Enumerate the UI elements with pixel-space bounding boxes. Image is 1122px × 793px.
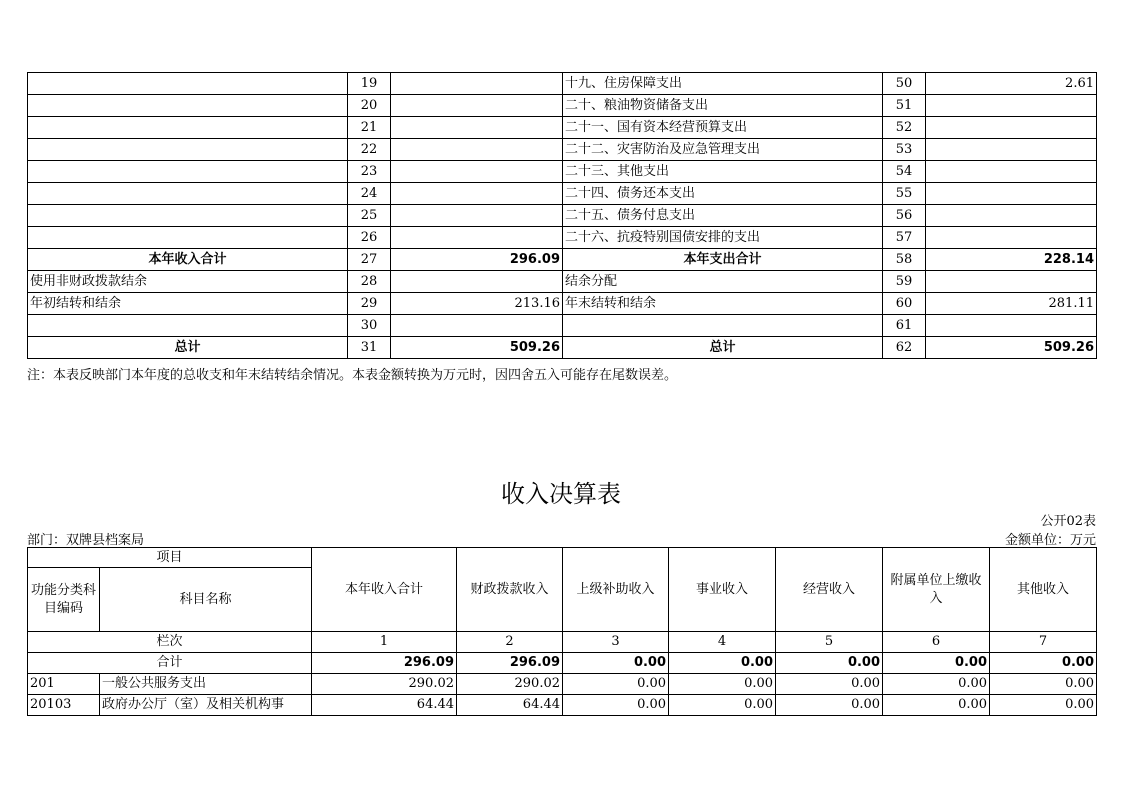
right-no-cell: 57 xyxy=(883,227,926,249)
income-table xyxy=(27,547,1097,716)
left-no-cell: 21 xyxy=(348,117,391,139)
page-title: 收入决算表 xyxy=(501,480,621,508)
right-val-cell: 281.11 xyxy=(926,293,1097,315)
table-row xyxy=(28,227,1097,249)
left-no-cell: 27 xyxy=(348,249,391,271)
row-value: 290.02 xyxy=(457,674,563,695)
total-value: 0.00 xyxy=(990,653,1097,674)
total-value: 296.09 xyxy=(457,653,563,674)
total-label: 合计 xyxy=(28,653,312,674)
left-val-cell xyxy=(391,161,563,183)
right-val-cell xyxy=(926,205,1097,227)
table-row xyxy=(28,95,1097,117)
table-row xyxy=(28,695,1097,716)
row-value: 0.00 xyxy=(883,695,990,716)
col-index: 6 xyxy=(883,632,990,653)
col-index: 5 xyxy=(776,632,883,653)
header-code: 功能分类科目编码 xyxy=(28,568,100,632)
col-index: 2 xyxy=(457,632,563,653)
header-item: 项目 xyxy=(28,548,312,568)
row-value: 0.00 xyxy=(776,674,883,695)
right-no-cell: 56 xyxy=(883,205,926,227)
left-label-cell: 使用非财政拨款结余 xyxy=(28,271,348,293)
header-col-4: 事业收入 xyxy=(669,548,776,632)
table-row xyxy=(28,315,1097,337)
right-val-cell xyxy=(926,227,1097,249)
right-val-cell xyxy=(926,161,1097,183)
row-value: 0.00 xyxy=(563,695,669,716)
summary-table xyxy=(27,72,1097,359)
right-no-cell: 50 xyxy=(883,73,926,95)
left-no-cell: 22 xyxy=(348,139,391,161)
right-label-cell: 总计 xyxy=(563,337,883,359)
left-val-cell: 296.09 xyxy=(391,249,563,271)
table-note: 注：本表反映部门本年度的总收支和年末结转结余情况。本表金额转换为万元时，因四舍五入可能存在尾数误差。 xyxy=(27,368,678,383)
right-val-cell: 228.14 xyxy=(926,249,1097,271)
right-label-cell: 二十二、灾害防治及应急管理支出 xyxy=(563,139,883,161)
table-row xyxy=(28,117,1097,139)
header-name: 科目名称 xyxy=(100,568,312,632)
left-label-cell xyxy=(28,183,348,205)
table-row xyxy=(28,139,1097,161)
right-val-cell: 2.61 xyxy=(926,73,1097,95)
table-row xyxy=(28,271,1097,293)
right-no-cell: 51 xyxy=(883,95,926,117)
header-col-2: 财政拨款收入 xyxy=(457,548,563,632)
table-row xyxy=(28,249,1097,271)
right-no-cell: 54 xyxy=(883,161,926,183)
table-row xyxy=(28,337,1097,359)
left-val-cell xyxy=(391,73,563,95)
row-value: 0.00 xyxy=(776,695,883,716)
left-label-cell xyxy=(28,117,348,139)
right-label-cell: 年末结转和结余 xyxy=(563,293,883,315)
left-no-cell: 20 xyxy=(348,95,391,117)
right-label-cell: 本年支出合计 xyxy=(563,249,883,271)
left-val-cell xyxy=(391,183,563,205)
table-row xyxy=(28,183,1097,205)
row-value: 64.44 xyxy=(457,695,563,716)
right-label-cell: 二十六、抗疫特别国债安排的支出 xyxy=(563,227,883,249)
right-label-cell: 二十一、国有资本经营预算支出 xyxy=(563,117,883,139)
total-row xyxy=(28,653,1097,674)
form-number: 公开02表 xyxy=(1040,514,1096,529)
right-no-cell: 59 xyxy=(883,271,926,293)
unit-label: 金额单位：万元 xyxy=(1004,533,1096,548)
row-value: 64.44 xyxy=(312,695,457,716)
row-value: 0.00 xyxy=(883,674,990,695)
total-value: 296.09 xyxy=(312,653,457,674)
left-no-cell: 29 xyxy=(348,293,391,315)
table-row xyxy=(28,73,1097,95)
left-label-cell xyxy=(28,227,348,249)
row-value: 0.00 xyxy=(669,674,776,695)
header-col-3: 上级补助收入 xyxy=(563,548,669,632)
left-label-cell: 总计 xyxy=(28,337,348,359)
right-no-cell: 52 xyxy=(883,117,926,139)
row-value: 290.02 xyxy=(312,674,457,695)
total-value: 0.00 xyxy=(669,653,776,674)
row-name: 一般公共服务支出 xyxy=(100,674,312,695)
column-index-row xyxy=(28,632,1097,653)
table-row xyxy=(28,674,1097,695)
left-val-cell: 213.16 xyxy=(391,293,563,315)
left-label-cell: 本年收入合计 xyxy=(28,249,348,271)
left-no-cell: 24 xyxy=(348,183,391,205)
right-val-cell xyxy=(926,139,1097,161)
header-col-6: 附属单位上缴收入 xyxy=(883,548,990,632)
right-val-cell xyxy=(926,271,1097,293)
left-label-cell xyxy=(28,315,348,337)
right-no-cell: 53 xyxy=(883,139,926,161)
col-index: 7 xyxy=(990,632,1097,653)
table-row xyxy=(28,161,1097,183)
row-value: 0.00 xyxy=(563,674,669,695)
left-val-cell xyxy=(391,139,563,161)
row-value: 0.00 xyxy=(990,695,1097,716)
table-row xyxy=(28,293,1097,315)
row-value: 0.00 xyxy=(990,674,1097,695)
left-no-cell: 19 xyxy=(348,73,391,95)
right-no-cell: 58 xyxy=(883,249,926,271)
right-val-cell xyxy=(926,183,1097,205)
right-label-cell: 二十四、债务还本支出 xyxy=(563,183,883,205)
left-no-cell: 23 xyxy=(348,161,391,183)
left-no-cell: 28 xyxy=(348,271,391,293)
right-label-cell: 结余分配 xyxy=(563,271,883,293)
right-no-cell: 61 xyxy=(883,315,926,337)
right-label-cell: 二十、粮油物资储备支出 xyxy=(563,95,883,117)
right-no-cell: 55 xyxy=(883,183,926,205)
col-index: 4 xyxy=(669,632,776,653)
total-value: 0.00 xyxy=(776,653,883,674)
header-col-7: 其他收入 xyxy=(990,548,1097,632)
header-col-1: 本年收入合计 xyxy=(312,548,457,632)
right-no-cell: 60 xyxy=(883,293,926,315)
row-code: 20103 xyxy=(28,695,100,716)
left-val-cell xyxy=(391,205,563,227)
right-label-cell xyxy=(563,315,883,337)
left-val-cell xyxy=(391,117,563,139)
col-index-label: 栏次 xyxy=(28,632,312,653)
left-label-cell xyxy=(28,139,348,161)
total-value: 0.00 xyxy=(883,653,990,674)
left-label-cell: 年初结转和结余 xyxy=(28,293,348,315)
table-row xyxy=(28,205,1097,227)
left-no-cell: 25 xyxy=(348,205,391,227)
left-no-cell: 31 xyxy=(348,337,391,359)
left-val-cell xyxy=(391,315,563,337)
left-val-cell xyxy=(391,95,563,117)
left-val-cell xyxy=(391,227,563,249)
left-label-cell xyxy=(28,205,348,227)
left-label-cell xyxy=(28,73,348,95)
left-no-cell: 26 xyxy=(348,227,391,249)
right-no-cell: 62 xyxy=(883,337,926,359)
right-val-cell xyxy=(926,117,1097,139)
left-label-cell xyxy=(28,161,348,183)
left-val-cell xyxy=(391,271,563,293)
row-value: 0.00 xyxy=(669,695,776,716)
right-label-cell: 十九、住房保障支出 xyxy=(563,73,883,95)
col-index: 1 xyxy=(312,632,457,653)
header-col-5: 经营收入 xyxy=(776,548,883,632)
row-name: 政府办公厅（室）及相关机构事 xyxy=(100,695,312,716)
right-val-cell xyxy=(926,315,1097,337)
department-label: 部门：双牌县档案局 xyxy=(27,533,145,548)
left-label-cell xyxy=(28,95,348,117)
row-code: 201 xyxy=(28,674,100,695)
right-label-cell: 二十三、其他支出 xyxy=(563,161,883,183)
left-no-cell: 30 xyxy=(348,315,391,337)
col-index: 3 xyxy=(563,632,669,653)
total-value: 0.00 xyxy=(563,653,669,674)
left-val-cell: 509.26 xyxy=(391,337,563,359)
right-val-cell xyxy=(926,95,1097,117)
right-label-cell: 二十五、债务付息支出 xyxy=(563,205,883,227)
right-val-cell: 509.26 xyxy=(926,337,1097,359)
